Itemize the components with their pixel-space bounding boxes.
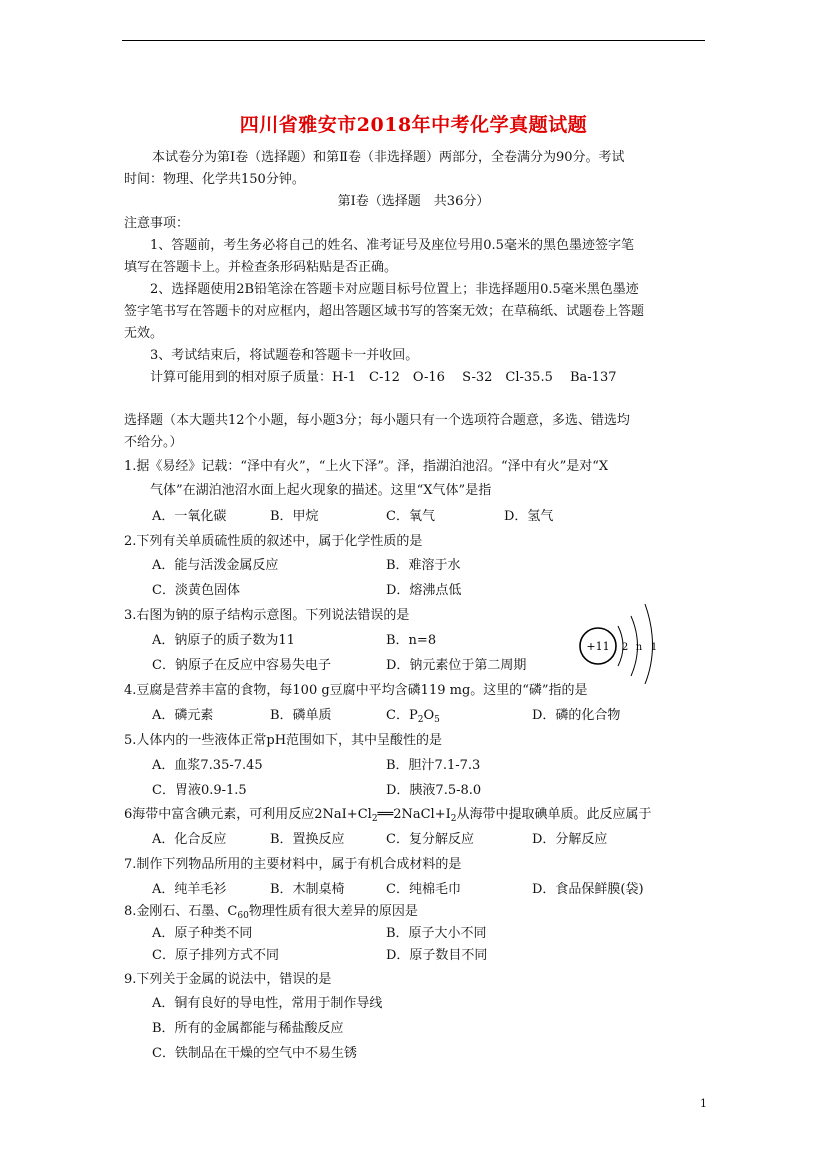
q3-option-d: D．钠元素位于第二周期 bbox=[386, 658, 527, 673]
q3-option-c: C．钠原子在反应中容易失电子 bbox=[152, 658, 331, 673]
q1-stem-line-1: 1.据《易经》记载：“泽中有火”，“上火下泽”。泽，指湖泊池沼。“泽中有火”是对“X bbox=[124, 459, 609, 474]
note-1-line-2: 填写在答题卡上。并检查条形码粘贴是否正确。 bbox=[124, 260, 398, 275]
shell-2-electrons: n bbox=[635, 642, 643, 653]
q4-option-b: B．磷单质 bbox=[270, 708, 332, 723]
mc-intro-line-2: 不给分。） bbox=[124, 435, 183, 450]
q1-stem-line-2: 气体”在湖泊池沼水面上起火现象的描述。这里“X气体”是指 bbox=[150, 483, 492, 498]
q6-option-a: A．化合反应 bbox=[152, 832, 227, 847]
header-rule bbox=[122, 40, 705, 41]
q9-option-c: C．铁制品在干燥的空气中不易生锈 bbox=[152, 1046, 357, 1061]
section-heading: 第Ⅰ卷（选择题 共36分） bbox=[337, 194, 490, 209]
q4-option-a: A．磷元素 bbox=[152, 708, 214, 723]
q2-option-c: C．淡黄色固体 bbox=[152, 583, 240, 598]
q6-option-d: D．分解反应 bbox=[532, 832, 608, 847]
q5-option-c: C．胃液0.9-1.5 bbox=[152, 783, 247, 798]
q1-option-a: A．一氧化碳 bbox=[152, 509, 227, 524]
page-number: 1 bbox=[700, 1097, 707, 1110]
note-3: 3、考试结束后，将试题卷和答题卡一并收回。 bbox=[150, 348, 419, 363]
note-2-line-3: 无效。 bbox=[124, 326, 164, 341]
intro-line-1: 本试卷分为第Ⅰ卷（选择题）和第Ⅱ卷（非选择题）两部分，全卷满分为90分。考试 bbox=[152, 150, 625, 165]
q2-option-a: A．能与活泼金属反应 bbox=[152, 558, 279, 573]
q8-stem: 8.金刚石、石墨、$C_{60}$物理性质有很大差异的原因是 bbox=[124, 904, 418, 921]
q3-option-a: A．钠原子的质子数为11 bbox=[152, 633, 295, 648]
q7-option-c: C．纯棉毛巾 bbox=[386, 882, 461, 897]
q2-option-b: B．难溶于水 bbox=[386, 558, 461, 573]
nucleus-charge: +11 bbox=[586, 640, 610, 653]
q5-option-d: D．胰液7.5-8.0 bbox=[386, 783, 482, 798]
q8-option-c: C．原子排列方式不同 bbox=[152, 948, 279, 963]
q8-option-d: D．原子数目不同 bbox=[386, 948, 488, 963]
notes-heading: 注意事项： bbox=[124, 216, 190, 231]
q1-option-d: D．氢气 bbox=[504, 509, 554, 524]
q5-option-b: B．胆汁7.1-7.3 bbox=[386, 758, 481, 773]
q8-option-b: B．原子大小不同 bbox=[386, 926, 487, 941]
note-2-line-2: 签字笔书写在答题卡的对应框内，超出答题区域书写的答案无效；在草稿纸、试题卷上答题 bbox=[124, 304, 645, 319]
q7-option-a: A．纯羊毛衫 bbox=[152, 882, 227, 897]
q4-option-c: C．$P_2O_5$ bbox=[386, 708, 440, 725]
q1-option-c: C．氧气 bbox=[386, 509, 435, 524]
q4-option-d: D．磷的化合物 bbox=[532, 708, 621, 723]
q7-stem: 7.制作下列物品所用的主要材料中，属于有机合成材料的是 bbox=[124, 857, 462, 872]
note-2-line-1: 2、选择题使用2B铅笔涂在答题卡对应题目标号位置上；非选择题用0.5毫米黑色墨迹 bbox=[150, 282, 639, 297]
q2-option-d: D．熔沸点低 bbox=[386, 583, 462, 598]
atomic-masses: 计算可能用到的相对原子质量：H-1 C-12 O-16 S-32 Cl-35.5 Ba-137 bbox=[150, 370, 617, 385]
q1-option-b: B．甲烷 bbox=[270, 509, 319, 524]
q5-option-a: A．血浆7.35-7.45 bbox=[152, 758, 263, 773]
q5-stem: 5.人体内的一些液体正常pH范围如下，其中呈酸性的是 bbox=[124, 733, 443, 748]
q8-option-a: A．原子种类不同 bbox=[152, 926, 253, 941]
q3-option-b: B．n=8 bbox=[386, 633, 437, 648]
shell-1-electrons: 2 bbox=[621, 642, 629, 653]
q6-option-b: B．置换反应 bbox=[270, 832, 345, 847]
q9-option-b: B．所有的金属都能与稀盐酸反应 bbox=[152, 1021, 344, 1036]
shell-3-electrons: 1 bbox=[650, 642, 658, 653]
sodium-atom-diagram bbox=[578, 604, 668, 684]
q3-stem: 3.右图为钠的原子结构示意图。下列说法错误的是 bbox=[124, 608, 410, 623]
note-1-line-1: 1、答题前，考生务必将自己的姓名、准考证号及座位号用0.5毫米的黑色墨迹签字笔 bbox=[150, 238, 634, 253]
q6-stem: 6海带中富含碘元素，可利用反应$2NaI+Cl_2══2NaCl+I_2$从海带中提取碘单质。此反应属于 bbox=[124, 807, 652, 824]
q9-stem: 9.下列关于金属的说法中，错误的是 bbox=[124, 972, 332, 987]
q4-stem: 4.豆腐是营养丰富的食物，每100 g豆腐中平均含磷119 mg。这里的“磷”指的是 bbox=[124, 683, 588, 698]
page-title: 四川省雅安市2018年中考化学真题试题 bbox=[239, 114, 588, 136]
q9-option-a: A．铜有良好的导电性，常用于制作导线 bbox=[152, 996, 383, 1011]
q6-option-c: C．复分解反应 bbox=[386, 832, 474, 847]
intro-line-2: 时间：物理、化学共150分钟。 bbox=[124, 172, 305, 187]
q7-option-d: D．食品保鲜膜(袋) bbox=[532, 882, 644, 897]
q7-option-b: B．木制桌椅 bbox=[270, 882, 345, 897]
mc-intro-line-1: 选择题（本大题共12个小题，每小题3分；每小题只有一个选项符合题意，多选、错选均 bbox=[124, 413, 630, 428]
q2-stem: 2.下列有关单质硫性质的叙述中，属于化学性质的是 bbox=[124, 534, 423, 549]
